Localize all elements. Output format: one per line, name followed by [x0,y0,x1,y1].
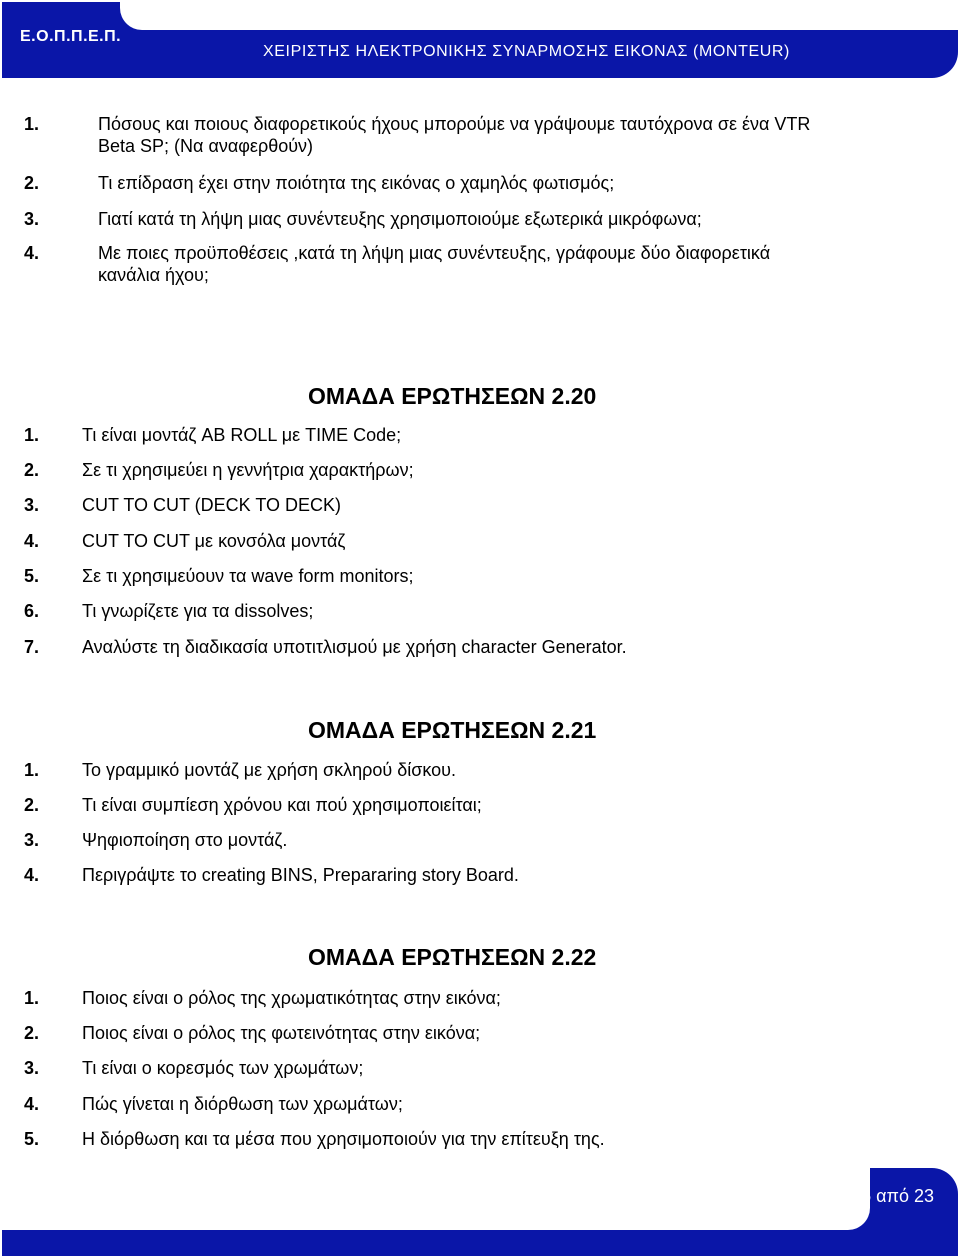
item-text: CUT TO CUT (DECK TO DECK) [82,495,342,515]
item-number: 1. [24,114,40,134]
item-text: Το γραμμικό μοντάζ με χρήση σκληρού δίσκου. [82,760,456,780]
item-number: 1. [24,760,40,780]
item-text [98,113,944,157]
item-text-line: Με ποιες προϋποθέσεις ,κατά τη λήψη μιας συνέντευξης, γράφουμε δύο διαφορετικά [98,243,771,263]
item-text: Ποιος είναι ο ρόλος της χρωματικότητας στην εικόνα; [82,988,501,1008]
item-text: Τι είναι μοντάζ AB ROLL με TIME Code; [82,425,402,445]
item-number: 3. [24,495,40,515]
item-number: 2. [24,1023,40,1043]
item-number: 6. [24,601,40,621]
item-text: Σε τι χρησιμεύει η γεννήτρια χαρακτήρων; [82,460,414,480]
item-text: Περιγράψτε το creating BINS, Prepararing story Board. [82,865,519,885]
item-number: 2. [24,460,40,480]
item-text: Τι επίδραση έχει στην ποιότητα της εικόνας ο χαμηλός φωτισμός; [98,173,615,193]
group-title: ΟΜΑΔΑ ΕΡΩΤΗΣΕΩΝ 2.20 [308,383,597,409]
item-number: 5. [24,566,40,586]
item-text: Σε τι χρησιμεύουν τα wave form monitors; [82,566,414,586]
item-text: Ποιος είναι ο ρόλος της φωτεινότητας στην εικόνα; [82,1023,481,1043]
item-text-line: Πόσους και ποιους διαφορετικούς ήχους μπορούμε να γράψουμε ταυτόχρονα σε ένα VTR [98,114,811,134]
item-text: Τι είναι ο κορεσμός των χρωμάτων; [82,1058,364,1078]
item-text [98,242,944,286]
item-text: Αναλύστε τη διαδικασία υποτιτλισμού με χρήση character Generator. [82,637,627,657]
item-number: 1. [24,988,40,1008]
page-header [0,0,960,80]
item-number: 4. [24,531,40,551]
item-text: Τι είναι συμπίεση χρόνου και πού χρησιμοποιείται; [82,795,482,815]
header-banner-cutout [120,2,960,30]
item-number: 5. [24,1129,40,1149]
item-text: Πώς γίνεται η διόρθωση των χρωμάτων; [82,1094,403,1114]
item-text-line: κανάλια ήχου; [98,265,209,285]
item-number: 4. [24,865,40,885]
item-text: Γιατί κατά τη λήψη μιας συνέντευξης χρησιμοποιούμε εξωτερικά μικρόφωνα; [98,209,702,229]
item-number: 2. [24,173,40,193]
item-number: 3. [24,1058,40,1078]
group-title: ΟΜΑΔΑ ΕΡΩΤΗΣΕΩΝ 2.22 [308,944,597,970]
item-number: 4. [24,1094,40,1114]
item-number: 7. [24,637,40,657]
group-title: ΟΜΑΔΑ ΕΡΩΤΗΣΕΩΝ 2.21 [308,717,597,743]
item-number: 4. [24,243,40,263]
footer-banner-cutout [2,1168,870,1230]
item-text: Η διόρθωση και τα μέσα που χρησιμοποιούν για την επίτευξη της. [82,1129,605,1149]
item-number: 2. [24,795,40,815]
brand-label: Ε.Ο.Π.Π.Ε.Π. [20,28,122,45]
item-number: 3. [24,830,40,850]
item-number: 1. [24,425,40,445]
page-number: Σελίδα 15 από 23 [793,1186,934,1206]
item-text: Τι γνωρίζετε για τα dissolves; [82,601,314,621]
document-title: ΧΕΙΡΙΣΤΗΣ ΗΛΕΚΤΡΟΝΙΚΗΣ ΣΥΝΑΡΜΟΣΗΣ ΕΙΚΟΝΑΣ (MONTEUR) [263,43,790,60]
item-number: 3. [24,209,40,229]
item-text: CUT TO CUT με κονσόλα μοντάζ [82,531,346,551]
item-text: Ψηφιοποίηση στο μοντάζ. [82,830,288,850]
item-text-line: Beta SP; (Να αναφερθούν) [98,136,314,156]
